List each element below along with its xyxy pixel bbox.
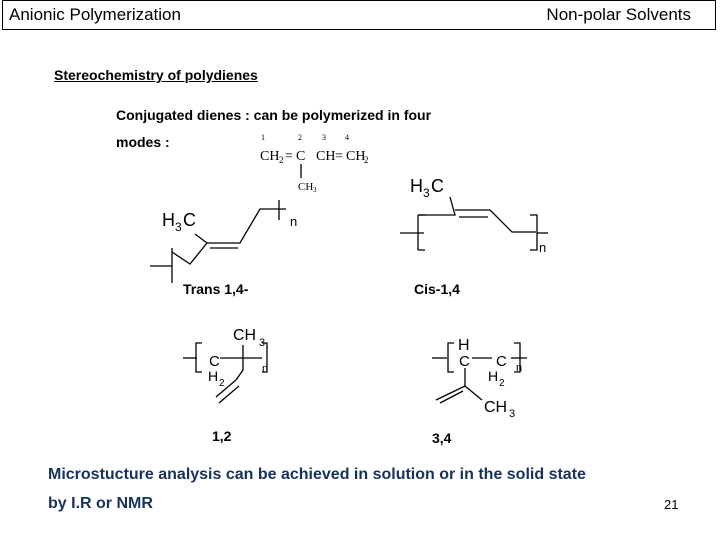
threefour-h2: H xyxy=(488,368,499,384)
onetwo-h: H xyxy=(208,368,219,384)
monomer-eq-2: = xyxy=(335,149,343,164)
monomer-eq-1: = xyxy=(285,149,293,164)
carbon-number-1: 1 xyxy=(261,133,265,142)
onetwo-h-sub: 2 xyxy=(219,378,225,389)
threefour-c1: C xyxy=(459,353,470,370)
monomer-ch: CH xyxy=(316,149,336,164)
footer-line-1: Microstucture analysis can be achieved in solution or in the solid state xyxy=(48,466,586,483)
monomer-ch2-left-sub: 2 xyxy=(279,155,284,165)
monomer-ch2-right-sub: 2 xyxy=(364,155,369,165)
monomer-c: C xyxy=(296,149,306,164)
onetwo-ch3: CH xyxy=(233,327,257,344)
cis-n: n xyxy=(539,240,547,255)
header-title-right: Non-polar Solvents xyxy=(546,5,691,24)
threefour-ch3-sub: 3 xyxy=(509,408,516,420)
page-number: 21 xyxy=(664,497,679,512)
threefour-ch3: CH xyxy=(484,399,508,416)
cis-label: Cis-1,4 xyxy=(414,281,460,297)
intro-line-1: Conjugated dienes : can be polymerized in four xyxy=(116,107,432,123)
threefour-c2: C xyxy=(496,353,507,370)
three-four-structure xyxy=(432,337,527,420)
cis-h-sub: 3 xyxy=(423,186,430,200)
monomer-ch2-right: CH xyxy=(346,149,366,164)
footer-line-2: by I.R or NMR xyxy=(48,495,153,512)
threefour-h2-sub: 2 xyxy=(499,378,505,389)
one-two-label: 1,2 xyxy=(212,428,232,444)
monomer-ch3-sub: 3 xyxy=(313,186,317,194)
carbon-number-2: 2 xyxy=(298,133,302,142)
monomer-ch2-left: CH xyxy=(260,149,280,164)
trans-n: n xyxy=(290,214,298,229)
cis-c: C xyxy=(431,176,444,196)
carbon-number-4: 4 xyxy=(345,133,349,142)
onetwo-c: C xyxy=(209,353,220,370)
trans-1-4-structure xyxy=(150,200,297,283)
trans-h: H xyxy=(162,210,175,230)
threefour-n: n xyxy=(516,362,523,374)
cis-h: H xyxy=(410,176,423,196)
header-title-left: Anionic Polymerization xyxy=(9,5,181,24)
cis-1-4-structure xyxy=(400,176,548,255)
onetwo-n: n xyxy=(262,363,269,375)
trans-label: Trans 1,4- xyxy=(183,281,249,297)
threefour-h: H xyxy=(458,337,470,354)
monomer-ch3: CH xyxy=(298,181,314,193)
trans-c: C xyxy=(183,210,196,230)
carbon-number-3: 3 xyxy=(322,133,326,142)
onetwo-ch3-sub: 3 xyxy=(259,337,266,349)
three-four-label: 3,4 xyxy=(432,430,452,446)
butadiene-monomer xyxy=(260,133,369,194)
one-two-structure xyxy=(183,327,268,403)
intro-line-2: modes : xyxy=(116,134,170,150)
section-subtitle: Stereochemistry of polydienes xyxy=(54,67,258,83)
trans-h-sub: 3 xyxy=(175,220,182,234)
